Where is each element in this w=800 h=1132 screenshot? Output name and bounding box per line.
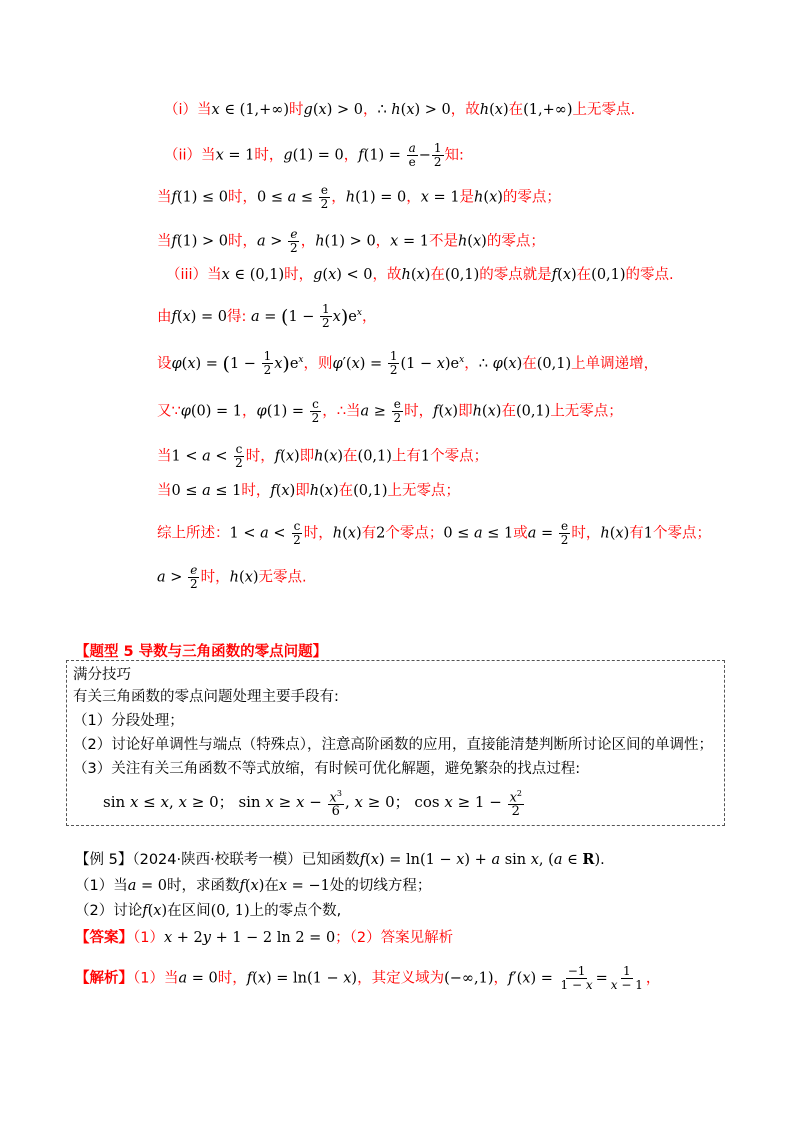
example-5-line: 【例 5】（2024·陕西·校联考一模）已知函数f(x) = ln(1 − x) + a sin x, (a ∈ R).: [75, 851, 605, 868]
analysis-label: 【解析】: [75, 970, 133, 987]
section-title: 【题型 5 导数与三角函数的零点问题】: [75, 644, 328, 660]
last-line: a > $\frac{e}{2}$ 时，h(x)无零点.: [157, 563, 307, 591]
question-2-line: （2）讨论f(x)在区间(0, 1)上的零点个数,: [75, 903, 342, 919]
when-1-line: 当1 < a < $\frac{c}{2}$ 时，f(x)即h(x)在(0,1)上有1个零点；: [157, 442, 489, 470]
summary-line: 综上所述：1 < a < $\frac{c}{2}$ 时，h(x)有2个零点；0 ≤ a ≤ 1或a = $\frac{e}{2}$ 时，h(x)有1个零点；: [157, 519, 711, 547]
answer-line: 【答案】（1）x + 2y + 1 − 2 ln 2 = 0；（2）答案见解析: [75, 930, 454, 946]
from-f-line: 由f(x) = 0得: a = (1 − $\frac{1}{2}$ $x)e^x$，: [157, 302, 377, 331]
question-1-line: （1）当a = 0时，求函数f(x)在x = −1处的切线方程；: [75, 878, 432, 894]
case-ii-line: （ii）当x = 1时，g(1) = 0，f(1) = $\frac{a}{e}$ − $\frac{1}{2}$ 知:: [164, 141, 464, 169]
tip-item-1: （1）分段处理；: [73, 713, 184, 729]
case-iii-line: （iii）当x ∈ (0,1)时，g(x) < 0，故h(x)在(0,1)的零点就是f(x)在(0,1)的零点.: [166, 267, 674, 283]
tip-inequalities: sin x ≤ x, x ≥ 0； sin x ≥ x − $\frac{x^3}{6}$ , x ≥ 0； cos x ≥ 1 − $\frac{x^2}{2}$: [103, 789, 522, 820]
tip-heading: 满分技巧: [73, 667, 131, 683]
case-i-label: （i）当: [164, 102, 212, 118]
let-phi-line: 设φ(x) = (1 − $\frac{1}{2}$ $x)e^x$，则φ′(x) = $\frac{1}{2}$ $(1 - x)e^x$，∴ φ(x)在(0,1)上单调递增，: [157, 349, 659, 378]
tip-box: [66, 660, 725, 826]
tip-intro: 有关三角函数的零点问题处理主要手段有:: [73, 689, 339, 705]
analysis-line: 【解析】（1）当a = 0时，f(x) = ln(1 − x)，其定义域为(−∞,1)，f′(x) = $\frac{-1}{1 - x}$ = $\frac{1}{x - 1}$ ，: [75, 964, 661, 992]
also-line: 又∵φ(0) = 1，φ(1) = $\frac{c}{2}$ ，∴当a ≥ $\frac{e}{2}$ 时，f(x)即h(x)在(0,1)上无零点；: [157, 397, 623, 425]
tip-item-3: （3）关注有关三角函数不等式放缩，有时候可优化解题，避免繁杂的找点过程:: [73, 761, 581, 777]
case-i-line: （i）当x ∈ (1,+∞)时g(x) > 0，∴ h(x) > 0，故h(x)在(1,+∞)上无零点.: [164, 102, 636, 118]
sub-case-2-line: 当f(1) > 0时，a > $\frac{e}{2}$ ，h(1) > 0，x = 1不是h(x)的零点；: [157, 227, 545, 255]
sub-case-1-line: 当f(1) ≤ 0时，0 ≤ a ≤ $\frac{e}{2}$ ，h(1) = 0，x = 1是h(x)的零点；: [157, 183, 561, 211]
example-label: 【例 5】: [75, 852, 133, 868]
answer-label: 【答案】: [75, 930, 133, 946]
when-2-line: 当0 ≤ a ≤ 1时，f(x)即h(x)在(0,1)上无零点；: [157, 483, 460, 499]
tip-item-2: （2）讨论好单调性与端点（特殊点），注意高阶函数的应用，直接能清楚判断所讨论区间的单调性；: [73, 737, 713, 753]
